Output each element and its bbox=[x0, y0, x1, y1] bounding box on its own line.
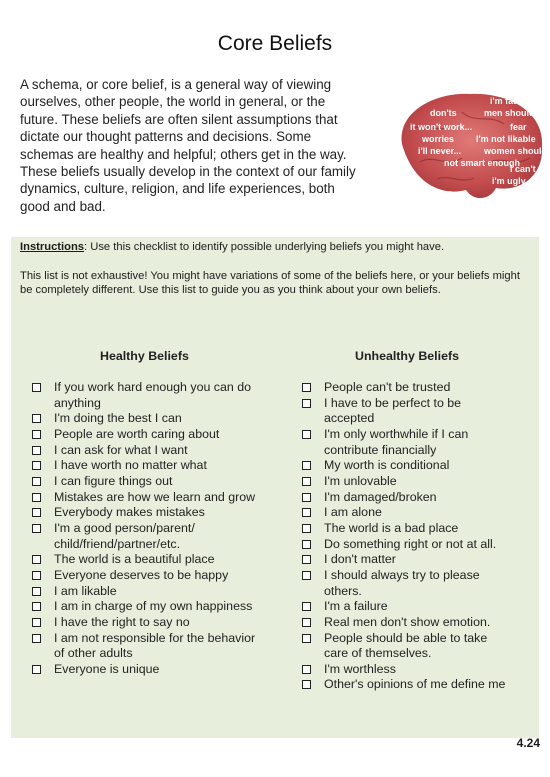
healthy-heading: Healthy Beliefs bbox=[100, 349, 189, 363]
checkbox[interactable] bbox=[32, 587, 41, 596]
healthy-belief-item-label: If you work hard enough you can do anything bbox=[54, 380, 252, 410]
checkbox[interactable] bbox=[32, 618, 41, 627]
checkbox[interactable] bbox=[32, 477, 41, 486]
brain-word: fear bbox=[510, 122, 527, 132]
brain-word: don'ts bbox=[430, 108, 457, 118]
unhealthy-heading: Unhealthy Beliefs bbox=[355, 349, 459, 363]
healthy-belief-item bbox=[32, 568, 264, 584]
healthy-belief-item-label: Everybody makes mistakes bbox=[54, 505, 205, 520]
brain-word: it won't work... bbox=[410, 122, 473, 132]
unhealthy-belief-item bbox=[302, 631, 514, 662]
healthy-belief-item-label: I'm a good person/parent/ child/friend/partner/etc. bbox=[54, 520, 195, 551]
healthy-belief-item-label: I am not responsible for the behavior of other adults bbox=[54, 630, 256, 661]
healthy-belief-item bbox=[32, 505, 264, 521]
unhealthy-belief-item bbox=[302, 521, 514, 537]
unhealthy-belief-item bbox=[302, 380, 514, 396]
unhealthy-belief-item bbox=[302, 537, 514, 553]
healthy-belief-item-label: People are worth caring about bbox=[54, 426, 220, 441]
unhealthy-belief-item bbox=[302, 427, 514, 458]
healthy-belief-item bbox=[32, 427, 264, 443]
healthy-belief-item bbox=[32, 411, 264, 427]
healthy-belief-item bbox=[32, 380, 264, 411]
unhealthy-belief-item bbox=[302, 677, 514, 693]
healthy-belief-item bbox=[32, 631, 264, 662]
note-text: This list is not exhaustive! You might have variations of some of the beliefs here, or your beliefs might be completely different. Use this list to guide you as you think about your own beliefs. bbox=[20, 270, 520, 297]
checkbox[interactable] bbox=[302, 618, 311, 627]
healthy-belief-item bbox=[32, 521, 264, 552]
checkbox[interactable] bbox=[302, 665, 311, 674]
checkbox[interactable] bbox=[32, 524, 41, 533]
healthy-belief-item-label: Mistakes are how we learn and grow bbox=[54, 489, 256, 504]
healthy-belief-item bbox=[32, 490, 264, 506]
intro-paragraph: A schema, or core belief, is a general way of viewing ourselves, other people, the world in general, or the future. These beliefs are often silent assumptions that dictate our thought patterns and decisions. Some schemas are healthy and helpful; others get in the way. These beliefs usually develop in the context of our family dynamics, culture, religion, and life experiences, both good and bad. bbox=[20, 77, 356, 214]
instructions-text: : Use this checklist to identify possible underlying beliefs you might have. bbox=[84, 241, 445, 253]
checkbox[interactable] bbox=[302, 508, 311, 517]
checkbox[interactable] bbox=[302, 571, 311, 580]
unhealthy-belief-item bbox=[302, 662, 514, 678]
checkbox[interactable] bbox=[32, 634, 41, 643]
checkbox[interactable] bbox=[32, 493, 41, 502]
checkbox[interactable] bbox=[302, 461, 311, 470]
checkbox[interactable] bbox=[302, 602, 311, 611]
brain-word: I can't bbox=[510, 164, 536, 174]
checkbox[interactable] bbox=[32, 446, 41, 455]
checkbox[interactable] bbox=[302, 524, 311, 533]
unhealthy-belief-item bbox=[302, 490, 514, 506]
unhealthy-belief-item-label: My worth is conditional bbox=[324, 458, 450, 473]
unhealthy-belief-item-label: The world is a bad place bbox=[324, 520, 459, 535]
healthy-belief-item-label: I have the right to say no bbox=[54, 614, 190, 629]
brain-word: i'm fat bbox=[490, 96, 517, 106]
brain-word: i'm ugly bbox=[492, 176, 526, 186]
healthy-belief-item-label: I am in charge of my own happiness bbox=[54, 599, 253, 614]
unhealthy-belief-item bbox=[302, 505, 514, 521]
unhealthy-belief-item bbox=[302, 458, 514, 474]
unhealthy-belief-item-label: I'm worthless bbox=[324, 661, 396, 676]
checkbox[interactable] bbox=[302, 680, 311, 689]
healthy-belief-item bbox=[32, 552, 264, 568]
checkbox[interactable] bbox=[32, 602, 41, 611]
checkbox[interactable] bbox=[32, 665, 41, 674]
instructions-label: Instructions bbox=[20, 241, 85, 253]
healthy-belief-item-label: I'm doing the best I can bbox=[54, 411, 182, 426]
checkbox[interactable] bbox=[302, 493, 311, 502]
checkbox[interactable] bbox=[302, 430, 311, 439]
unhealthy-belief-item-label: Do something right or not at all. bbox=[324, 536, 497, 551]
unhealthy-belief-item-label: I don't matter bbox=[324, 552, 396, 567]
checkbox[interactable] bbox=[32, 414, 41, 423]
unhealthy-belief-item bbox=[302, 396, 514, 427]
unhealthy-belief-item-label: Real men don't show emotion. bbox=[324, 614, 491, 629]
brain-word: worries bbox=[422, 134, 455, 144]
brain-word: men should bbox=[484, 108, 535, 118]
brain-word: i'll never... bbox=[418, 146, 462, 156]
checkbox[interactable] bbox=[32, 383, 41, 392]
checkbox[interactable] bbox=[32, 508, 41, 517]
unhealthy-belief-item bbox=[302, 552, 514, 568]
healthy-belief-item bbox=[32, 458, 264, 474]
unhealthy-belief-item-label: I have to be perfect to be accepted bbox=[324, 395, 462, 426]
page-title: Core Beliefs bbox=[217, 32, 333, 55]
unhealthy-belief-item-label: People should be able to take care of themselves. bbox=[324, 630, 488, 661]
brain-word: not smart enough bbox=[444, 158, 520, 168]
checkbox[interactable] bbox=[302, 540, 311, 549]
healthy-belief-item-label: Everyone is unique bbox=[54, 661, 160, 676]
unhealthy-list bbox=[302, 380, 514, 693]
unhealthy-belief-item-label: Other's opinions of me define me bbox=[324, 677, 506, 692]
unhealthy-belief-item-label: I should always try to please others. bbox=[324, 567, 480, 598]
unhealthy-belief-item-label: I'm only worthwhile if I can contribute financially bbox=[324, 426, 469, 457]
checkbox[interactable] bbox=[32, 555, 41, 564]
checkbox[interactable] bbox=[32, 430, 41, 439]
page-number: 4.24 bbox=[516, 736, 540, 750]
healthy-belief-item-label: The world is a beautiful place bbox=[54, 552, 215, 567]
brain-word: women should bbox=[484, 146, 547, 156]
healthy-belief-item bbox=[32, 474, 264, 490]
unhealthy-belief-item-label: I am alone bbox=[324, 505, 382, 520]
healthy-belief-item-label: Everyone deserves to be happy bbox=[54, 567, 229, 582]
healthy-belief-item bbox=[32, 599, 264, 615]
checkbox[interactable] bbox=[302, 555, 311, 564]
brain-image bbox=[392, 84, 550, 202]
unhealthy-belief-item-label: People can't be trusted bbox=[324, 380, 451, 394]
unhealthy-belief-item-label: I'm a failure bbox=[324, 599, 388, 614]
checkbox[interactable] bbox=[302, 383, 311, 392]
checkbox[interactable] bbox=[32, 461, 41, 470]
unhealthy-belief-item bbox=[302, 615, 514, 631]
healthy-belief-item-label: I am likable bbox=[54, 583, 117, 598]
checkbox[interactable] bbox=[302, 634, 311, 643]
checkbox[interactable] bbox=[302, 477, 311, 486]
unhealthy-belief-item bbox=[302, 599, 514, 615]
healthy-belief-item-label: I have worth no matter what bbox=[54, 458, 207, 473]
checkbox[interactable] bbox=[302, 399, 311, 408]
unhealthy-belief-item-label: I'm damaged/broken bbox=[324, 489, 437, 504]
unhealthy-belief-item bbox=[302, 474, 514, 490]
unhealthy-belief-item-label: I'm unlovable bbox=[324, 473, 397, 488]
healthy-belief-item bbox=[32, 615, 264, 631]
brain-word: I'm not likable bbox=[476, 134, 536, 144]
healthy-belief-item-label: I can figure things out bbox=[54, 473, 173, 488]
healthy-list bbox=[32, 380, 264, 677]
healthy-belief-item bbox=[32, 443, 264, 459]
checkbox[interactable] bbox=[32, 571, 41, 580]
healthy-belief-item bbox=[32, 584, 264, 600]
healthy-belief-item bbox=[32, 662, 264, 678]
unhealthy-belief-item bbox=[302, 568, 514, 599]
healthy-belief-item-label: I can ask for what I want bbox=[54, 442, 188, 457]
instructions bbox=[20, 240, 535, 254]
